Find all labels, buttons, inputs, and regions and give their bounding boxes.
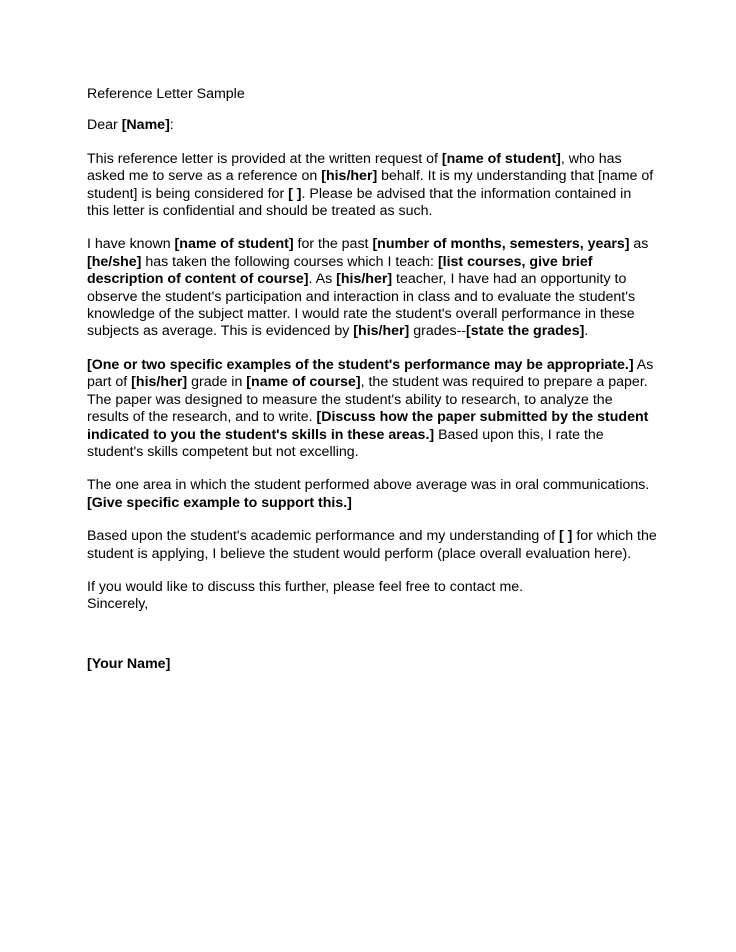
p3-run-5: , the student was required to prepare a paper. The paper was designed to measure the student's ability to research, to analyze the results of the research, and to write. bbox=[87, 374, 648, 426]
p3-run-3: grade in bbox=[187, 374, 247, 391]
closing-block bbox=[87, 579, 657, 614]
p3-run-2: [his/her] bbox=[131, 374, 188, 391]
p3-run-4: [name of course] bbox=[246, 374, 361, 391]
p2-run-0: I have known bbox=[87, 236, 175, 253]
p1-run-6: . Please be advised that the information contained in this letter is confidential and should be treated as such. bbox=[87, 185, 632, 220]
p2-run-5: [he/she] bbox=[87, 253, 142, 270]
p2-run-6: has taken the following courses which I teach: bbox=[141, 253, 438, 270]
p2-run-10: teacher, I have had an opportunity to observe the student's participation and interaction in class and to evaluate the student's knowledge of the subject matter. I would rate the student's overall performance in these subjects as average. This is evidenced by bbox=[87, 271, 636, 340]
letter-title: Reference Letter Sample bbox=[87, 86, 245, 102]
p1-run-3: [his/her] bbox=[321, 168, 378, 185]
p3-run-1: As part of bbox=[87, 356, 654, 391]
salutation bbox=[87, 117, 657, 134]
paragraph-evaluation bbox=[87, 528, 657, 563]
p2-run-12: grades-- bbox=[409, 323, 467, 340]
p1-run-0: This reference letter is provided at the written request of bbox=[87, 150, 442, 167]
salutation-suffix: : bbox=[169, 117, 174, 134]
paragraph-examples bbox=[87, 357, 657, 461]
sign-off: Sincerely, bbox=[87, 596, 149, 613]
signature-name: [Your Name] bbox=[87, 655, 171, 672]
letter-page bbox=[87, 86, 657, 673]
p2-run-3: [number of months, semesters, years] bbox=[372, 236, 630, 253]
p3-run-6: [Discuss how the paper submitted by the student indicated to you the student's skills in these areas.] bbox=[87, 409, 649, 443]
p1-run-1: [name of student] bbox=[441, 150, 561, 167]
signature-space bbox=[87, 614, 657, 656]
p2-run-9: [his/her] bbox=[336, 271, 393, 288]
p4-run-0: The one area in which the student performed above average was in oral communications. bbox=[87, 477, 650, 494]
paragraph-above-average bbox=[87, 477, 657, 512]
salutation-name: [Name] bbox=[121, 117, 170, 134]
p1-run-4: behalf. It is my understanding that [name of student] is being considered for bbox=[87, 168, 654, 202]
p1-run-2: , who has asked me to serve as a reference on bbox=[87, 150, 622, 185]
paragraph-courses bbox=[87, 236, 657, 340]
p3-run-7: Based upon this, I rate the student's skills competent but not excelling. bbox=[87, 426, 604, 460]
p5-run-1: [ ] bbox=[558, 528, 573, 545]
p2-run-11: [his/her] bbox=[353, 323, 410, 340]
p2-run-4: as bbox=[629, 236, 649, 253]
p5-run-0: Based upon the student's academic performance and my understanding of bbox=[87, 528, 559, 545]
p2-run-7: [list courses, give brief description of content of course] bbox=[87, 253, 593, 288]
paragraph-request bbox=[87, 151, 657, 221]
p2-run-8: . As bbox=[308, 271, 337, 288]
p4-run-1: [Give specific example to support this.] bbox=[87, 494, 352, 511]
salutation-prefix: Dear bbox=[87, 117, 122, 134]
p3-run-0: [One or two specific examples of the student's performance may be appropriate.] bbox=[87, 356, 634, 373]
p2-run-1: [name of student] bbox=[174, 236, 294, 253]
p2-run-14: . bbox=[584, 323, 589, 340]
p1-run-5: [ ] bbox=[288, 185, 302, 202]
closing-line: If you would like to discuss this further, please feel free to contact me. bbox=[87, 578, 524, 595]
p5-run-2: for which the student is applying, I believe the student would perform (place overall evaluation here). bbox=[87, 528, 657, 562]
p2-run-2: for the past bbox=[293, 236, 373, 253]
p2-run-13: [state the grades] bbox=[466, 323, 585, 340]
